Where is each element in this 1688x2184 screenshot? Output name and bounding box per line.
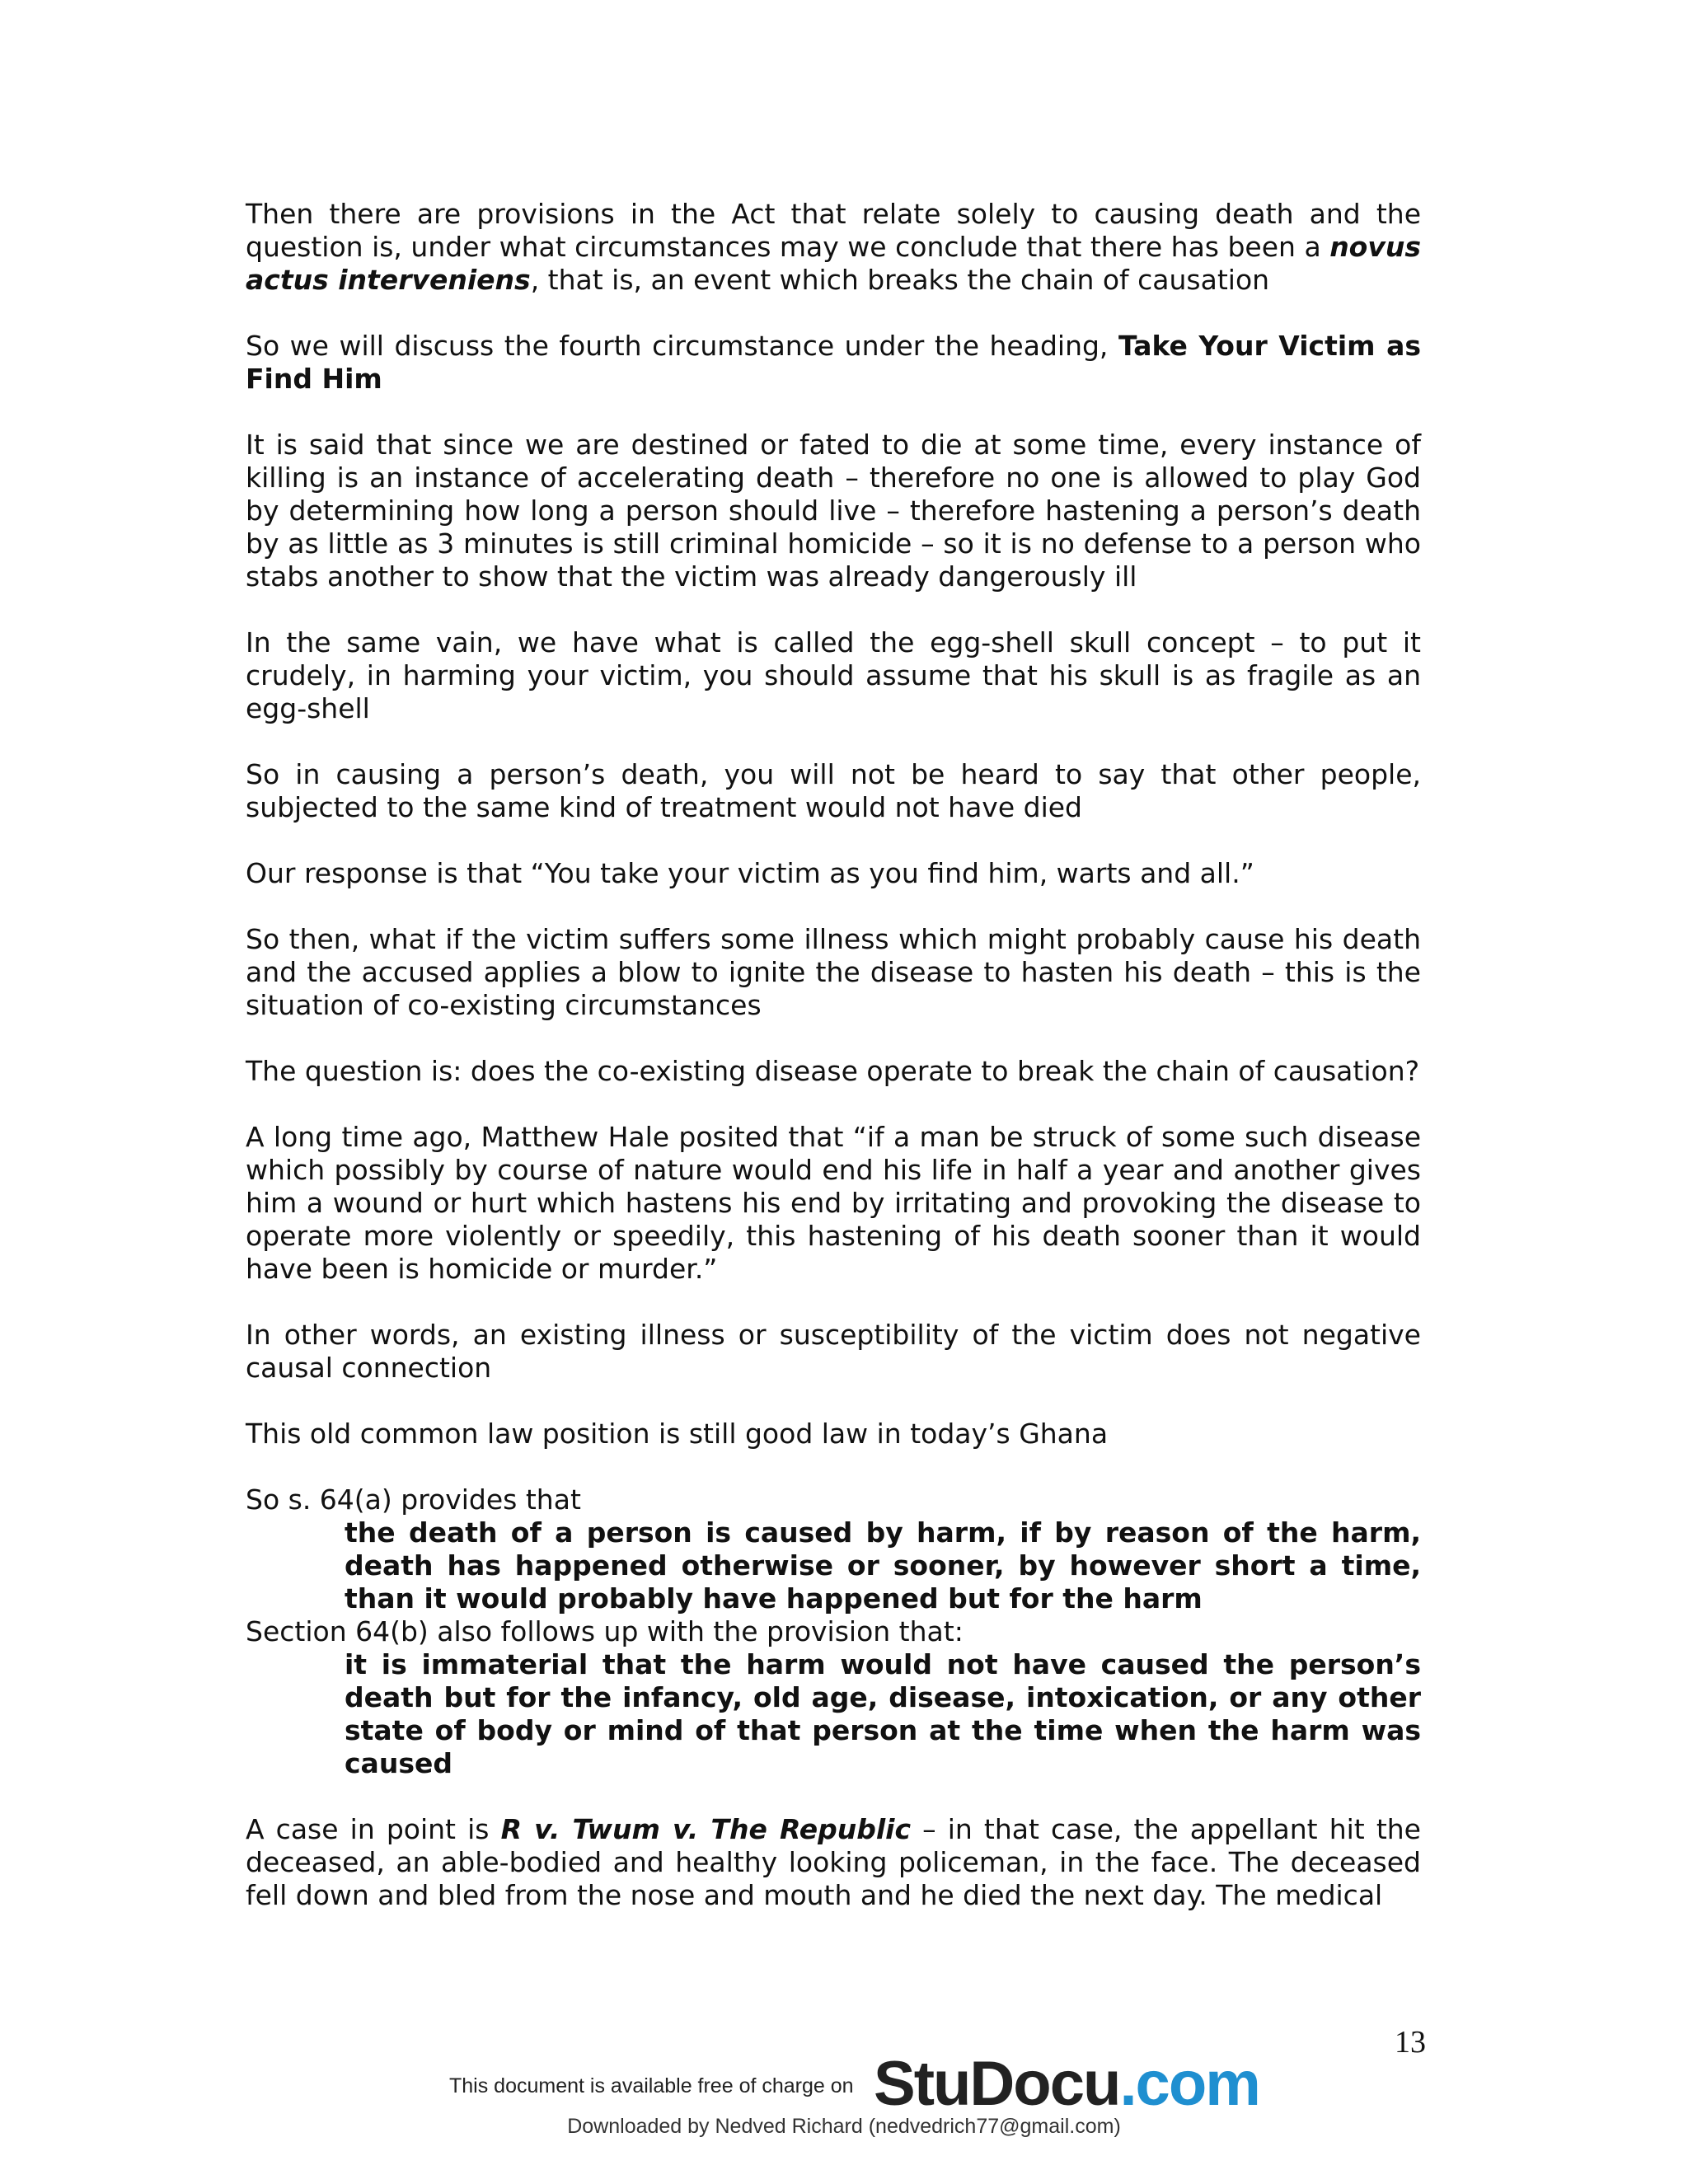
studocu-logo[interactable] <box>874 2048 1259 2120</box>
paragraph-twum-case <box>246 1813 1421 1912</box>
paragraph-accelerating-death: It is said that since we are destined or fated to die at some time, every instance of killing is an instance of accelerating death – therefore no one is allowed to play God by determining how long a person should live – therefore hastening a person’s death by as little as 3 minutes is still criminal homicide – so it is no defense to a person who stabs another to show that the victim was already dangerously ill <box>246 429 1421 593</box>
text-run: So we will discuss the fourth circumstance under the heading, <box>246 330 1118 362</box>
section-heading: Take Your Victim as Find Him <box>246 330 1421 395</box>
document-body <box>246 198 1421 1945</box>
paragraph-question: The question is: does the co-existing disease operate to break the chain of causation? <box>246 1055 1420 1087</box>
quote-s64b: it is immaterial that the harm would not have caused the person’s death but for the infancy, old age, disease, intoxication, or any other state of body or mind of that person at the time when the harm was caused <box>345 1648 1421 1779</box>
banner-text: This document is available free of charge on <box>449 2074 854 2097</box>
paragraph-heading-intro <box>246 330 1421 396</box>
text-run: , that is, an event which breaks the chain of causation <box>530 264 1270 296</box>
quote-s64a: the death of a person is caused by harm, if by reason of the harm, death has happened otherwise or sooner, by however short a time, than it would probably have happened but for the harm <box>345 1516 1421 1615</box>
paragraph-eggshell-skull: In the same vain, we have what is called the egg-shell skull concept – to put it crudely, in harming your victim, you should assume that his skull is as fragile as an egg-shell <box>246 626 1421 724</box>
paragraph-s64a-intro: So s. 64(a) provides that <box>246 1483 581 1516</box>
paragraph-other-people: So in causing a person’s death, you will not be heard to say that other people, subjected to the same kind of treatment would not have died <box>246 758 1421 823</box>
paragraph-s64b-intro: Section 64(b) also follows up with the provision that: <box>246 1615 964 1647</box>
text-run: A case in point is <box>246 1813 501 1845</box>
paragraph-co-existing: So then, what if the victim suffers some illness which might probably cause his death and the accused applies a blow to ignite the disease to hasten his death – this is the situation of co-existing circumstances <box>246 923 1421 1021</box>
logo-text: StuDocu <box>874 2049 1120 2119</box>
paragraph-our-response: Our response is that “You take your victim as you find him, warts and all.” <box>246 857 1254 889</box>
latin-term: novus actus interveniens <box>246 231 1421 296</box>
paragraph-matthew-hale: A long time ago, Matthew Hale posited that “if a man be struck of some such disease which possibly by course of nature would end his life in half a year and another gives him a wound or hurt which hastens his end by irritating and provoking the disease to operate more violently or speedily, this hastening of his death sooner than it would have been is homicide or murder.” <box>246 1121 1421 1285</box>
studocu-banner[interactable] <box>437 2048 1259 2122</box>
logo-text-accent: .com <box>1119 2049 1259 2119</box>
text-run: Then there are provisions in the Act that relate solely to causing death and the question is, under what circumstances may we conclude that there has been a <box>246 198 1421 263</box>
paragraph-novus-actus <box>246 198 1421 297</box>
paragraph-common-law: This old common law position is still good law in today’s Ghana <box>246 1418 1109 1450</box>
case-name: R v. Twum v. The Republic <box>500 1813 912 1845</box>
paragraph-other-words: In other words, an existing illness or susceptibility of the victim does not negative causal connection <box>246 1319 1421 1384</box>
text-run: – in that case, the appellant hit the deceased, an able-bodied and healthy looking policeman, in the face. The deceased fell down and bled from the nose and mouth and he died the next day. The medical <box>246 1813 1421 1911</box>
page-number: 13 <box>1395 2025 1426 2060</box>
downloaded-by-line: Downloaded by Nedved Richard (nedvedrich77@gmail.com) <box>567 2115 1121 2138</box>
